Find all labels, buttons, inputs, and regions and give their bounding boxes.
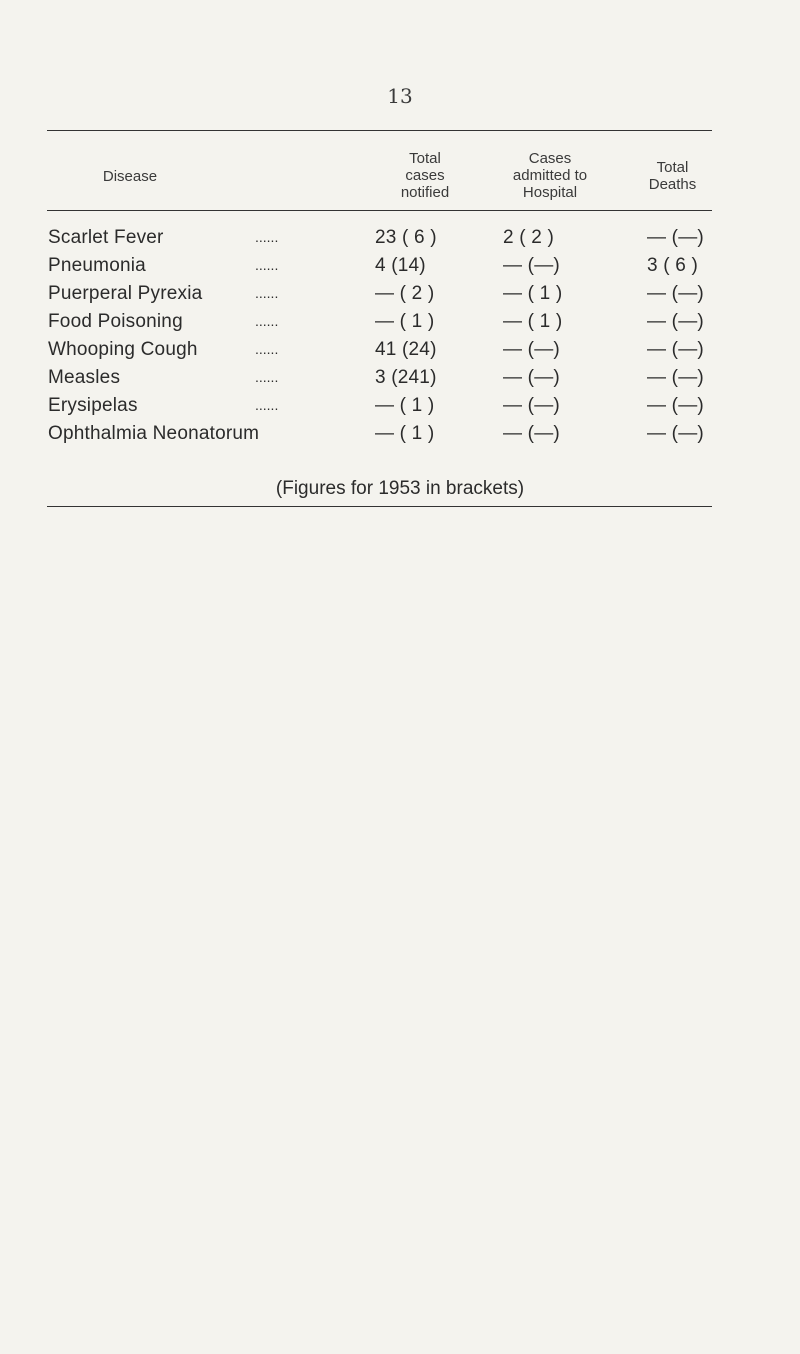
leader-dots: ...... [255, 369, 279, 385]
disease-name: Erysipelas [48, 395, 138, 416]
cases-admitted: — (—) [503, 395, 560, 416]
table-row [47, 395, 727, 423]
table-row [47, 227, 727, 255]
table-row [47, 283, 727, 311]
table-row [47, 367, 727, 395]
table-row [47, 339, 727, 367]
disease-name: Scarlet Fever [48, 227, 164, 248]
header-rule [47, 210, 712, 211]
cases-notified: — ( 2 ) [375, 283, 435, 304]
disease-name: Food Poisoning [48, 311, 183, 332]
page-number: 13 [387, 84, 413, 108]
top-rule [47, 130, 712, 131]
cases-admitted: — (—) [503, 367, 560, 388]
table-row [47, 311, 727, 339]
cases-notified: — ( 1 ) [375, 423, 435, 444]
cases-admitted: — ( 1 ) [503, 311, 563, 332]
cases-notified: 41 (24) [375, 339, 437, 360]
disease-name: Measles [48, 367, 121, 388]
cases-notified: — ( 1 ) [375, 311, 435, 332]
disease-name: Whooping Cough [48, 339, 198, 360]
cases-admitted: 2 ( 2 ) [503, 227, 555, 248]
total-deaths: — (—) [647, 367, 704, 388]
disease-name: Ophthalmia Neonatorum [48, 423, 260, 444]
leader-dots: ...... [255, 285, 279, 301]
cases-notified: 23 ( 6 ) [375, 227, 437, 248]
total-deaths: — (—) [647, 339, 704, 360]
leader-dots: ...... [255, 229, 279, 245]
disease-name: Puerperal Pyrexia [48, 283, 203, 304]
total-deaths: — (—) [647, 283, 704, 304]
header-cases-admitted: Cases admitted to Hospital [512, 150, 588, 201]
table-row [47, 255, 727, 283]
header-disease: Disease [102, 168, 158, 185]
disease-table-body [47, 227, 727, 451]
leader-dots: ...... [255, 313, 279, 329]
cases-notified: 3 (241) [375, 367, 437, 388]
cases-notified: 4 (14) [375, 255, 426, 276]
cases-admitted: — (—) [503, 339, 560, 360]
bottom-rule [47, 506, 712, 507]
total-deaths: — (—) [647, 311, 704, 332]
total-deaths: — (—) [647, 423, 704, 444]
cases-admitted: — (—) [503, 423, 560, 444]
disease-name: Pneumonia [48, 255, 146, 276]
cases-notified: — ( 1 ) [375, 395, 435, 416]
table-footnote: (Figures for 1953 in brackets) [275, 478, 525, 499]
total-deaths: — (—) [647, 395, 704, 416]
leader-dots: ...... [255, 341, 279, 357]
header-total-deaths: Total Deaths [648, 159, 697, 193]
leader-dots: ...... [255, 257, 279, 273]
header-total-cases-notified: Total cases notified [400, 150, 450, 201]
leader-dots: ...... [255, 397, 279, 413]
cases-admitted: — ( 1 ) [503, 283, 563, 304]
total-deaths: — (—) [647, 227, 704, 248]
total-deaths: 3 ( 6 ) [647, 255, 699, 276]
cases-admitted: — (—) [503, 255, 560, 276]
table-row [47, 423, 727, 451]
